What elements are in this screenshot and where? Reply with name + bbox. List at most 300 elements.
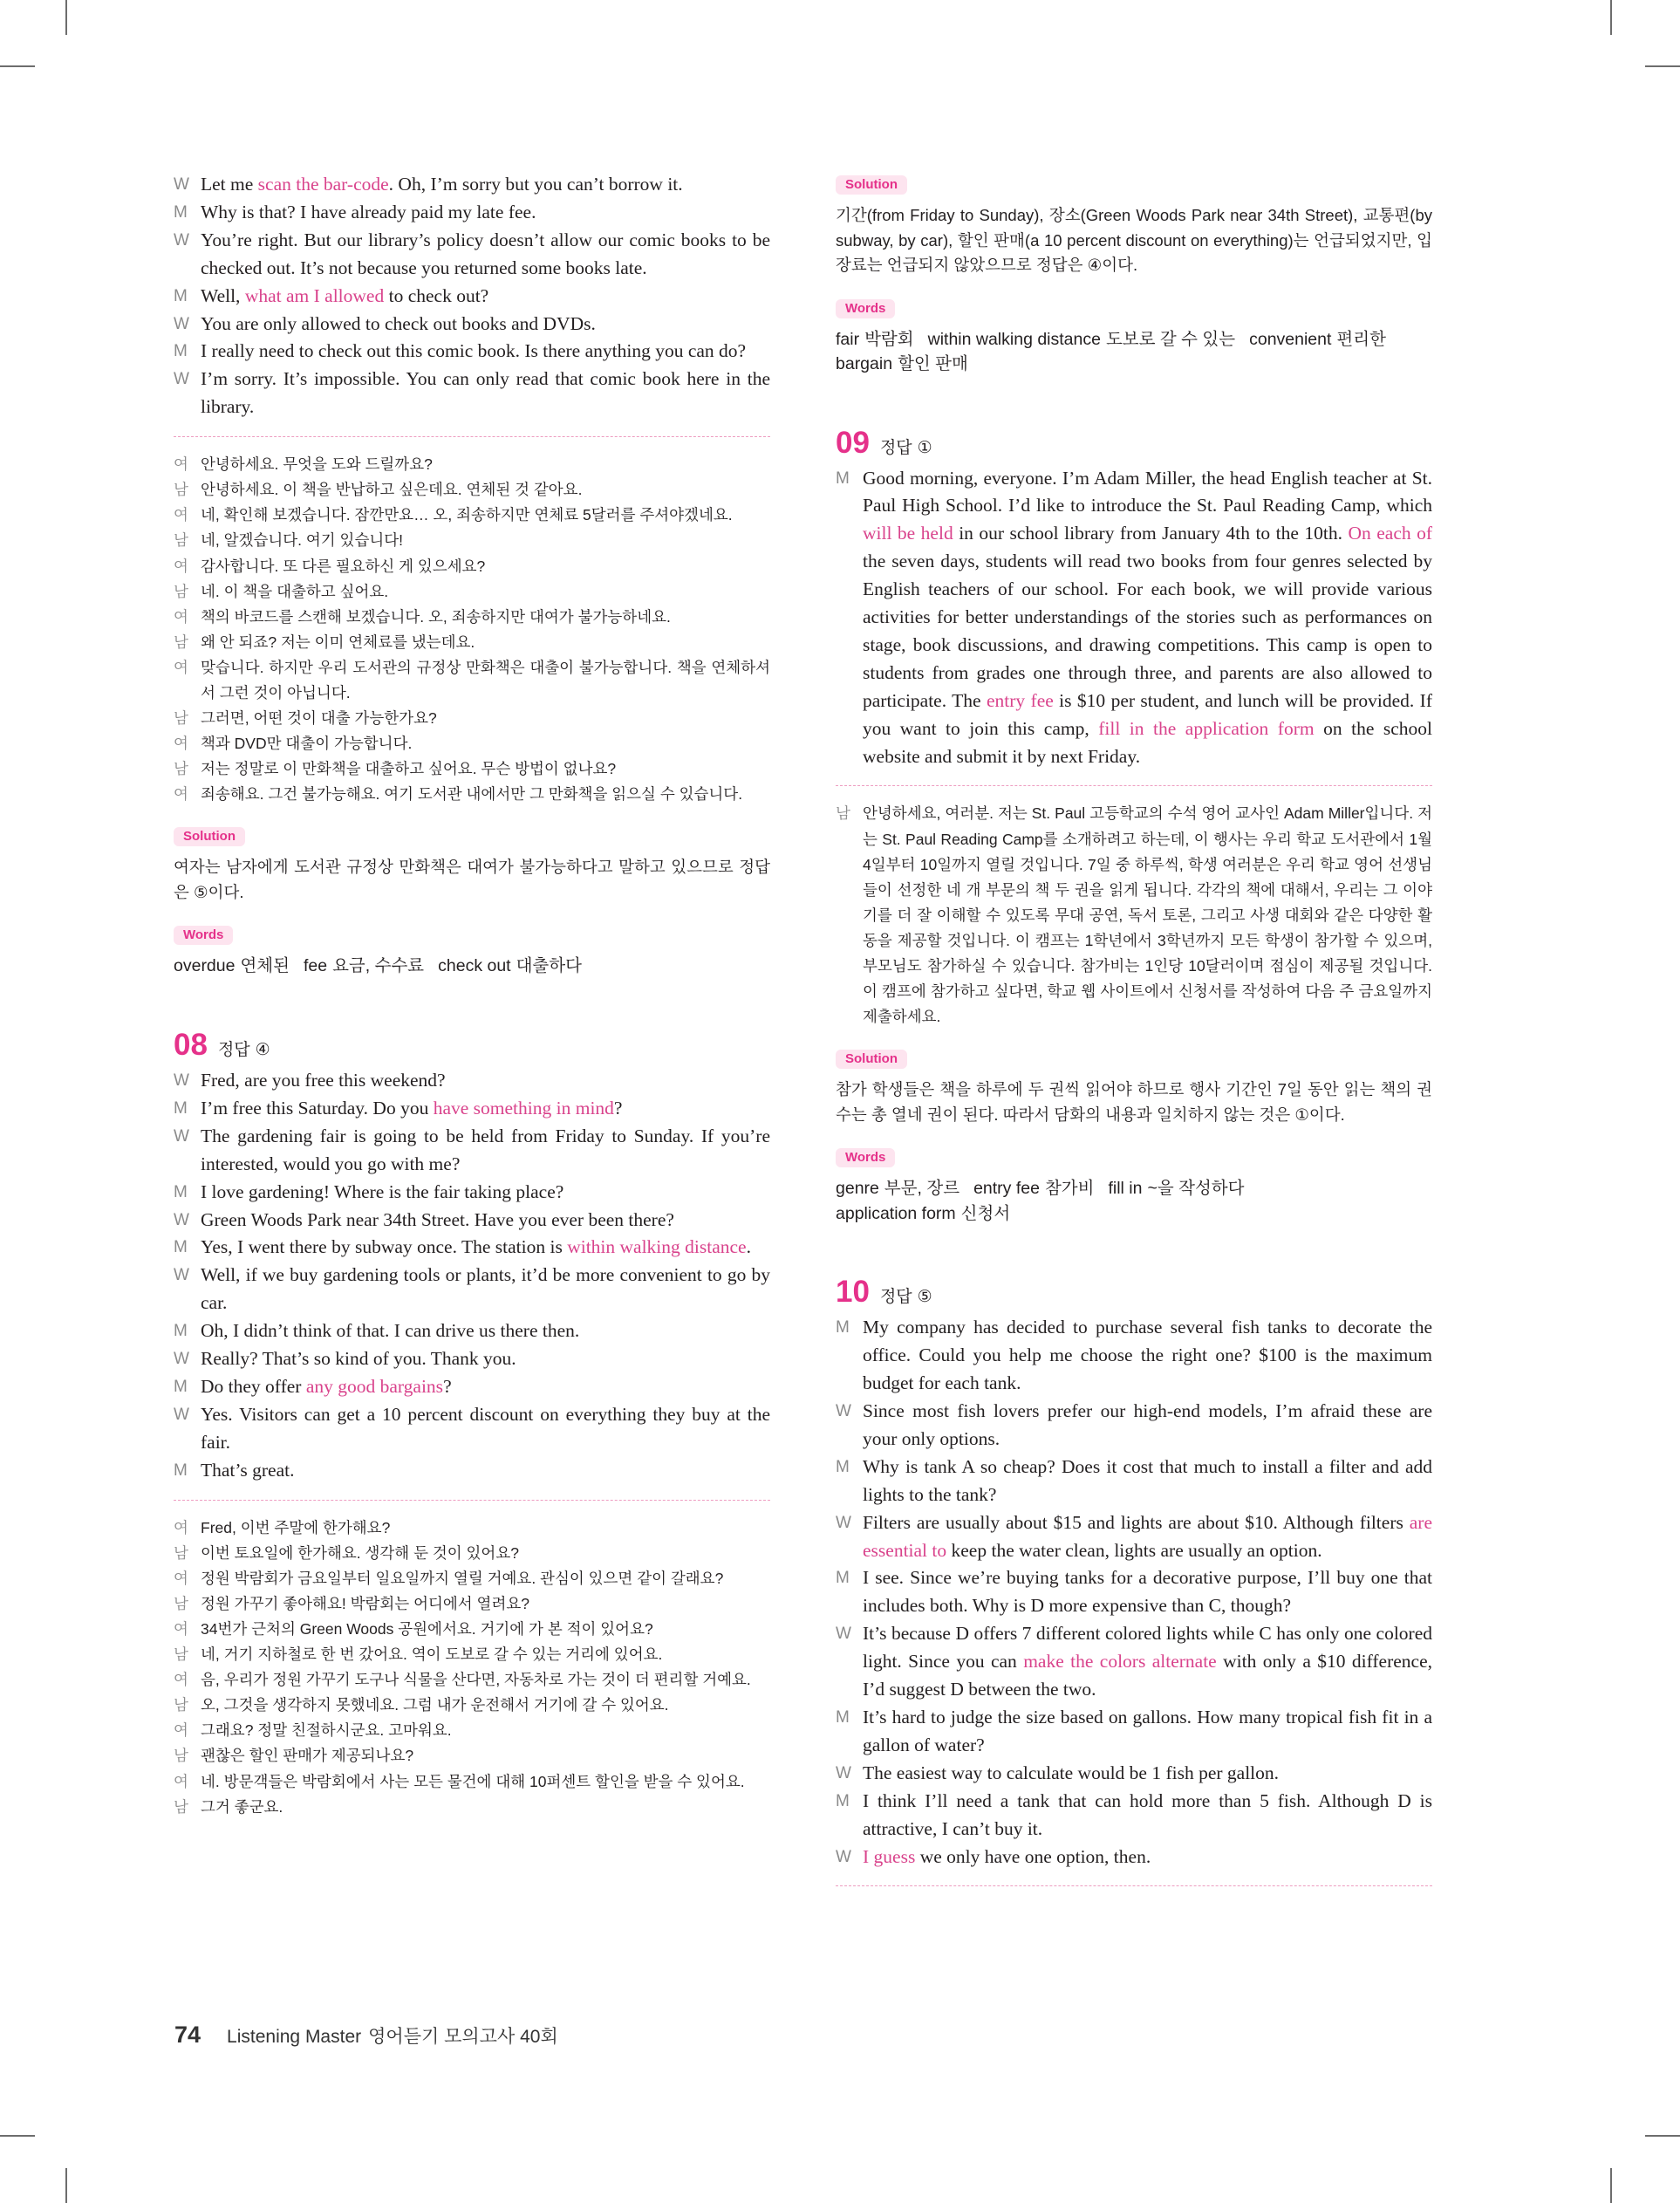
right-column bbox=[836, 175, 1432, 1901]
dialog-line bbox=[174, 1262, 770, 1317]
speaker-label: 남 bbox=[174, 1645, 188, 1664]
utterance-segment: I’m free this Saturday. Do you bbox=[201, 1097, 434, 1119]
answer-label: 정답 bbox=[879, 438, 912, 457]
key-phrase: are essential to bbox=[863, 1511, 1432, 1561]
vocab-item bbox=[304, 954, 424, 979]
speaker-label: M bbox=[174, 1461, 188, 1480]
speaker-label: M bbox=[174, 286, 188, 305]
key-phrase: any good bargains bbox=[305, 1375, 444, 1397]
dialog-line bbox=[836, 1704, 1432, 1760]
question-number: 10 bbox=[836, 1275, 870, 1310]
vocab-meaning: 참가비 bbox=[1044, 1179, 1095, 1199]
speaker-label: W bbox=[174, 1405, 189, 1424]
utterance-segment: keep the water clean, lights are usually an option. bbox=[946, 1539, 1322, 1561]
q09-translation bbox=[836, 801, 1432, 1030]
utterance-segment: That’s great. bbox=[201, 1459, 295, 1481]
utterance-text bbox=[863, 1314, 1432, 1398]
utterance-segment: Filters are usually about $15 and lights are about $10. Although filters bbox=[863, 1511, 1410, 1533]
translation-text: 그거 좋군요. bbox=[201, 1797, 283, 1816]
dialog-line bbox=[836, 1454, 1432, 1509]
speaker-label: 남 bbox=[174, 582, 188, 600]
utterance-segment: It’s hard to judge the size based on gallons. How many tropical fish fit in a gallon of water? bbox=[863, 1707, 1432, 1755]
translation-text: 네, 알겠습니다. 여기 있습니다! bbox=[201, 531, 404, 550]
translation-line bbox=[174, 1642, 770, 1667]
translation-text: 책의 바코드를 스캔해 보겠습니다. 오, 죄송하지만 대여가 불가능하네요. bbox=[201, 607, 671, 626]
translation-line bbox=[174, 782, 770, 807]
speaker-label: 여 bbox=[174, 1671, 188, 1689]
dialog-line bbox=[836, 1788, 1432, 1844]
translation-text: 맞습니다. 하지만 우리 도서관의 규정상 만화책은 대출이 불가능합니다. 책을 연체하셔서 그런 것이 아닙니다. bbox=[201, 658, 770, 701]
utterance-text bbox=[863, 1844, 1432, 1871]
utterance-text bbox=[201, 1317, 770, 1345]
q08-heading bbox=[174, 1028, 770, 1063]
translation-text: 책과 DVD만 대출이 가능합니다. bbox=[201, 735, 413, 753]
translation-line bbox=[174, 554, 770, 579]
dialog-line bbox=[174, 171, 770, 199]
translation-text: Fred, 이번 주말에 한가해요? bbox=[201, 1518, 391, 1536]
translation-line bbox=[174, 1515, 770, 1541]
translation-text: 안녕하세요. 이 책을 반납하고 싶은데요. 연체된 것 같아요. bbox=[201, 481, 583, 499]
translation-line bbox=[174, 756, 770, 782]
translation-text: 그러면, 어떤 것이 대출 가능한가요? bbox=[201, 709, 437, 728]
speaker-label: M bbox=[174, 1098, 188, 1118]
dialog-line bbox=[174, 1179, 770, 1207]
translation-text: 네. 이 책을 대출하고 싶어요. bbox=[201, 582, 389, 600]
dialog-line bbox=[174, 1345, 770, 1373]
utterance-segment: I think I’ll need a tank that can hold more than 5 fish. Although D is attractive, I can’t buy it. bbox=[863, 1789, 1432, 1839]
dialog-line bbox=[174, 1207, 770, 1235]
speaker-label: 남 bbox=[174, 709, 188, 728]
utterance-text bbox=[863, 1704, 1432, 1760]
speaker-label: W bbox=[174, 1126, 189, 1146]
speaker-label: M bbox=[174, 1182, 188, 1201]
q09-solution-header bbox=[836, 1050, 1432, 1069]
utterance-segment: Fred, are you free this weekend? bbox=[201, 1069, 446, 1091]
translation-line bbox=[174, 731, 770, 756]
speaker-label: 남 bbox=[174, 481, 188, 499]
translation-text: 네, 거기 지하철로 한 번 갔어요. 역이 도보로 갈 수 있는 거리에 있어요. bbox=[201, 1645, 663, 1664]
dialog-line bbox=[174, 283, 770, 311]
utterance-segment: Do they offer bbox=[201, 1375, 306, 1397]
q08-solution-text: 기간(from Friday to Sunday), 장소(Green Woods Park near 34th Street), 교통편(by subway, by car), 할인 판매(a 10 percent discount on everything)는 언급되었지만, 입장료는 언급되지 않았으므로 정답은 ④이다. bbox=[836, 206, 1432, 274]
speaker-label: 남 bbox=[836, 804, 850, 823]
translation-text: 이번 토요일에 한가해요. 생각해 둔 것이 있어요? bbox=[201, 1543, 519, 1562]
speaker-label: M bbox=[836, 1569, 850, 1588]
speaker-label: M bbox=[174, 1238, 188, 1257]
vocab-item bbox=[1108, 1176, 1244, 1201]
speaker-label: 여 bbox=[174, 1518, 188, 1536]
dialog-line bbox=[174, 1373, 770, 1401]
utterance-segment: Why is tank A so cheap? Does it cost that much to install a filter and add lights to the tank? bbox=[863, 1455, 1432, 1505]
translation-line bbox=[174, 452, 770, 477]
crop-mark bbox=[1610, 2168, 1612, 2203]
dialog-line bbox=[174, 338, 770, 366]
utterance-text bbox=[863, 1454, 1432, 1509]
utterance-text bbox=[201, 199, 770, 227]
speaker-label: 여 bbox=[174, 785, 188, 804]
q10-dialog bbox=[836, 1314, 1432, 1871]
q08-word-list bbox=[836, 327, 1432, 377]
speaker-label: 남 bbox=[174, 760, 188, 778]
translation-line bbox=[174, 528, 770, 553]
vocab-item bbox=[836, 1176, 960, 1201]
words-badge: Words bbox=[174, 926, 233, 945]
speaker-label: W bbox=[836, 1402, 851, 1421]
answer-mark: ① bbox=[917, 438, 932, 457]
key-phrase: have something in mind bbox=[433, 1097, 614, 1119]
utterance-text bbox=[863, 1564, 1432, 1620]
crop-mark bbox=[1645, 65, 1680, 67]
vocab-meaning: 신청서 bbox=[960, 1203, 1011, 1223]
utterance-segment: is $10 per student, and lunch will be provided. If you want to join this camp, bbox=[863, 689, 1433, 739]
speaker-label: W bbox=[836, 1763, 851, 1782]
q07-solution-text: 여자는 남자에게 도서관 규정상 만화책은 대여가 불가능하다고 말하고 있으므로 정답은 ⑤이다. bbox=[174, 858, 770, 901]
speaker-label: 여 bbox=[174, 455, 188, 474]
vocab-meaning: 할인 판매 bbox=[898, 354, 968, 373]
speaker-label: 여 bbox=[174, 1569, 188, 1587]
vocab-word: genre bbox=[836, 1179, 879, 1199]
q08-solution-header bbox=[836, 175, 1432, 195]
translation-text: 정원 박람회가 금요일부터 일요일까지 열릴 거예요. 관심이 있으면 같이 갈래요? bbox=[201, 1569, 724, 1587]
utterance-segment: the seven days, students will read two books from four genres selected by English teachers of our school. For each book, we will provide various activities for better understandings of the stories such as performances on stage, book discussions, and drawing competitions. This camp is open to students from grades one through three, and parents are also allowed to participate. The bbox=[863, 551, 1432, 711]
translation-line bbox=[174, 579, 770, 605]
utterance-text bbox=[201, 227, 770, 283]
speaker-label: 여 bbox=[174, 658, 188, 676]
q09-solution-text: 참가 학생들은 책을 하루에 두 권씩 읽어야 하므로 행사 기간인 7일 동안 읽는 책의 권수는 총 열네 권이 된다. 따라서 담화의 내용과 일치하지 않는 것은 ①이다. bbox=[836, 1080, 1432, 1124]
vocab-word: check out bbox=[438, 956, 511, 976]
utterance-text bbox=[201, 338, 770, 366]
translation-line bbox=[174, 655, 770, 706]
utterance-segment: on the school website and submit it by next Friday. bbox=[863, 717, 1433, 767]
speaker-label: W bbox=[836, 1625, 851, 1644]
utterance-segment: You are only allowed to check out books and DVDs. bbox=[201, 312, 596, 334]
dialog-line bbox=[174, 1234, 770, 1262]
utterance-segment: we only have one option, then. bbox=[915, 1845, 1151, 1867]
words-badge: Words bbox=[836, 1148, 895, 1167]
q10-heading bbox=[836, 1275, 1432, 1310]
q08-words-header bbox=[836, 299, 1432, 318]
utterance-text bbox=[201, 1179, 770, 1207]
key-phrase: I guess bbox=[863, 1845, 916, 1867]
translation-text: 안녕하세요. 무엇을 도와 드릴까요? bbox=[201, 455, 433, 474]
translation-line bbox=[174, 1591, 770, 1617]
speaker-label: 남 bbox=[174, 1543, 188, 1562]
question-number: 08 bbox=[174, 1027, 208, 1062]
utterance-segment: I’m sorry. It’s impossible. You can only read that comic book here in the library. bbox=[201, 368, 770, 418]
speaker-label: 여 bbox=[174, 735, 188, 753]
dialog-line bbox=[174, 311, 770, 339]
speaker-label: M bbox=[174, 202, 188, 222]
key-phrase: entry fee bbox=[986, 689, 1054, 711]
speaker-label: M bbox=[174, 1322, 188, 1341]
speaker-label: 여 bbox=[174, 557, 188, 575]
utterance-segment: Yes. Visitors can get a 10 percent discount on everything they buy at the fair. bbox=[201, 1403, 770, 1453]
dialog-line bbox=[836, 1620, 1432, 1704]
translation-text: 그래요? 정말 친절하시군요. 고마워요. bbox=[201, 1721, 452, 1740]
utterance-segment: Well, if we buy gardening tools or plants, it’d be more convenient to go by car. bbox=[201, 1264, 770, 1314]
q09-word-list bbox=[836, 1176, 1432, 1226]
translation-line bbox=[174, 706, 770, 731]
speaker-label: W bbox=[174, 1266, 189, 1285]
translation-line bbox=[174, 630, 770, 655]
translation-text: 죄송해요. 그건 불가능해요. 여기 도서관 내에서만 그 만화책을 읽으실 수 있습니다. bbox=[201, 785, 743, 804]
dialog-line bbox=[174, 1317, 770, 1345]
book-series-title: Listening Master bbox=[227, 2027, 362, 2047]
utterance-text bbox=[201, 1123, 770, 1179]
dashed-divider bbox=[174, 1500, 770, 1501]
vocab-item bbox=[174, 954, 290, 979]
key-phrase: On each of bbox=[1348, 523, 1432, 544]
speaker-label: W bbox=[174, 1210, 189, 1229]
translation-text: 왜 안 되죠? 저는 이미 연체료를 냈는데요. bbox=[201, 633, 475, 651]
utterance-text bbox=[863, 1509, 1432, 1565]
utterance-segment: Since most fish lovers prefer our high-end models, I’m afraid these are your only options. bbox=[863, 1400, 1432, 1449]
speaker-label: W bbox=[174, 1071, 189, 1090]
utterance-text bbox=[863, 465, 1432, 771]
q07-words-header bbox=[174, 926, 770, 945]
speaker-label: W bbox=[174, 370, 189, 389]
translation-line bbox=[174, 477, 770, 503]
crop-mark bbox=[1645, 2135, 1680, 2137]
crop-mark bbox=[65, 0, 67, 35]
utterance-segment: . Oh, I’m sorry but you can’t borrow it. bbox=[388, 174, 683, 195]
speaker-label: W bbox=[836, 1513, 851, 1532]
vocab-meaning: 편리한 bbox=[1336, 329, 1386, 349]
utterance-text bbox=[201, 1067, 770, 1095]
q08-translation bbox=[174, 1515, 770, 1820]
utterance-segment: Well, bbox=[201, 284, 245, 306]
speaker-label: 여 bbox=[174, 1619, 188, 1638]
key-phrase: will be held bbox=[863, 523, 953, 544]
speaker-label: 남 bbox=[174, 1747, 188, 1765]
vocab-item bbox=[836, 352, 968, 377]
speaker-label: M bbox=[836, 1457, 850, 1476]
vocab-item bbox=[836, 1201, 1010, 1227]
dialog-line bbox=[174, 1067, 770, 1095]
solution-badge: Solution bbox=[836, 1050, 907, 1069]
utterance-segment: Really? That’s so kind of you. Thank you. bbox=[201, 1348, 516, 1370]
q09-dialog bbox=[836, 465, 1432, 771]
translation-text: 음, 우리가 정원 가꾸기 도구나 식물을 산다면, 자동차로 가는 것이 더 편리할 거예요. bbox=[201, 1671, 751, 1689]
translation-text: 네, 확인해 보겠습니다. 잠깐만요… 오, 죄송하지만 연체료 5달러를 주셔야겠네요. bbox=[201, 506, 733, 524]
speaker-label: M bbox=[836, 1318, 850, 1338]
utterance-segment: Oh, I didn’t think of that. I can drive us there then. bbox=[201, 1320, 580, 1342]
key-phrase: scan the bar-code bbox=[257, 174, 389, 195]
utterance-segment: I really need to check out this comic book. Is there anything you can do? bbox=[201, 340, 747, 362]
utterance-segment: The easiest way to calculate would be 1 fish per gallon. bbox=[863, 1762, 1280, 1783]
speaker-label: M bbox=[836, 1708, 850, 1727]
speaker-label: M bbox=[836, 1791, 850, 1810]
speaker-label: W bbox=[174, 175, 189, 194]
vocab-word: entry fee bbox=[973, 1179, 1040, 1199]
vocab-meaning: ~을 작성하다 bbox=[1147, 1179, 1245, 1199]
answer-label: 정답 bbox=[217, 1040, 250, 1059]
solution-badge: Solution bbox=[174, 827, 245, 846]
words-badge: Words bbox=[836, 299, 895, 318]
speaker-label: M bbox=[836, 469, 850, 488]
utterance-text bbox=[201, 283, 770, 311]
utterance-segment: I see. Since we’re buying tanks for a decorative purpose, I’ll buy one that includes both. Why is D more expensive than C, though? bbox=[863, 1567, 1432, 1617]
translation-line bbox=[174, 605, 770, 630]
utterance-segment: Good morning, everyone. I’m Adam Miller, the head English teacher at St. Paul High School. I’d like to introduce the St. Paul Reading Camp, which bbox=[863, 467, 1432, 517]
q09-heading bbox=[836, 426, 1432, 461]
q07-translation bbox=[174, 452, 770, 807]
translation-line bbox=[174, 1718, 770, 1743]
utterance-text bbox=[201, 1373, 770, 1401]
q09-words-header bbox=[836, 1148, 1432, 1167]
dialog-line bbox=[174, 1401, 770, 1457]
utterance-text bbox=[201, 1207, 770, 1235]
utterance-segment: ? bbox=[613, 1097, 623, 1119]
vocab-word: convenient bbox=[1249, 329, 1332, 349]
key-phrase: make the colors alternate bbox=[1023, 1651, 1217, 1673]
utterance-text bbox=[201, 1234, 770, 1262]
speaker-label: 여 bbox=[174, 1721, 188, 1740]
translation-text: 안녕하세요, 여러분. 저는 St. Paul 고등학교의 수석 영어 교사인 Adam Miller입니다. 저는 St. Paul Reading Camp를 소개하려고 하는데, 이 행사는 우리 학교 도서관에서 1월 4일부터 10일까지 열릴 것입니다. 7일 중 하루씩, 학생 여러분은 우리 학교 영어 선생님들이 선정한 네 개 부문의 책 두 권을 읽게 됩니다. 각각의 책에 대해서, 우리는 그 이야기를 더 잘 이해할 수 있도록 무대 공연, 독서 토론, 그리고 사생 대회와 같은 다양한 활동을 제공할 것입니다. 이 캠프는 1학년에서 3학년까지 모든 학생이 참가할 수 있으며, 부모님도 참가하실 수 있습니다. 참가비는 1인당 10달러이며 점심이 제공될 것입니다. 이 캠프에 참가하고 싶다면, 학교 웹 사이트에서 신청서를 작성하여 다음 주 금요일까지 제출하세요. bbox=[863, 804, 1432, 1026]
page-number: 74 bbox=[174, 2022, 201, 2048]
dialog-line bbox=[174, 227, 770, 283]
speaker-label: M bbox=[174, 342, 188, 361]
dialog-line bbox=[836, 1314, 1432, 1398]
utterance-segment: Yes, I went there by subway once. The station is bbox=[201, 1236, 568, 1258]
speaker-label: 남 bbox=[174, 531, 188, 550]
dialog-line bbox=[174, 366, 770, 421]
vocab-meaning: 연체된 bbox=[240, 956, 290, 976]
dashed-divider bbox=[174, 436, 770, 437]
q08-dialog bbox=[174, 1067, 770, 1485]
vocab-item bbox=[438, 954, 582, 979]
vocab-item bbox=[836, 327, 914, 352]
dialog-line bbox=[836, 1844, 1432, 1871]
key-phrase: what am I allowed bbox=[244, 284, 385, 306]
utterance-text bbox=[201, 1095, 770, 1123]
translation-line bbox=[174, 1769, 770, 1795]
translation-text: 네. 방문객들은 박람회에서 사는 모든 물건에 대해 10퍼센트 할인을 받을 수 있어요. bbox=[201, 1772, 745, 1790]
q07-dialog bbox=[174, 171, 770, 421]
solution-badge: Solution bbox=[836, 175, 907, 195]
crop-mark bbox=[0, 65, 35, 67]
speaker-label: 남 bbox=[174, 1696, 188, 1714]
translation-line bbox=[174, 1541, 770, 1566]
translation-line bbox=[174, 503, 770, 528]
vocab-word: bargain bbox=[836, 354, 893, 373]
speaker-label: 여 bbox=[174, 607, 188, 626]
translation-line bbox=[174, 1566, 770, 1591]
speaker-label: 여 bbox=[174, 1772, 188, 1790]
dialog-line bbox=[836, 1564, 1432, 1620]
vocab-word: within walking distance bbox=[927, 329, 1101, 349]
speaker-label: 남 bbox=[174, 633, 188, 651]
translation-text: 34번가 근처의 Green Woods 공원에서요. 거기에 가 본 적이 있어요? bbox=[201, 1619, 653, 1638]
utterance-text bbox=[201, 366, 770, 421]
answer-mark: ⑤ bbox=[917, 1288, 932, 1307]
vocab-meaning: 부문, 장르 bbox=[884, 1179, 960, 1199]
speaker-label: 남 bbox=[174, 1797, 188, 1816]
translation-text: 오, 그것을 생각하지 못했네요. 그럼 내가 운전해서 거기에 갈 수 있어요. bbox=[201, 1696, 669, 1714]
vocab-meaning: 박람회 bbox=[864, 329, 914, 349]
speaker-label: W bbox=[836, 1847, 851, 1866]
translation-line bbox=[174, 1617, 770, 1642]
translation-line bbox=[174, 1743, 770, 1769]
utterance-segment: It’s because D offers 7 different colored lights while C has only one colored light. Since you can bbox=[863, 1623, 1432, 1673]
vocab-item bbox=[928, 327, 1235, 352]
dialog-line bbox=[836, 1760, 1432, 1788]
translation-line bbox=[174, 1795, 770, 1820]
utterance-segment: My company has decided to purchase several fish tanks to decorate the office. Could you help me choose the right one? $100 is the maximum budget for each tank. bbox=[863, 1317, 1432, 1394]
utterance-text bbox=[201, 1345, 770, 1373]
dialog-line bbox=[174, 199, 770, 227]
key-phrase: fill in the application form bbox=[1098, 717, 1315, 739]
question-number: 09 bbox=[836, 425, 870, 460]
q07-word-list bbox=[174, 954, 770, 979]
dialog-line bbox=[174, 1457, 770, 1485]
utterance-text bbox=[201, 1401, 770, 1457]
utterance-segment: with only a $10 difference, I’d suggest D between the two. bbox=[863, 1651, 1432, 1700]
speaker-label: W bbox=[174, 314, 189, 333]
utterance-segment: The gardening fair is going to be held from Friday to Sunday. If you’re interested, would you go with me? bbox=[201, 1125, 770, 1174]
utterance-text bbox=[201, 1262, 770, 1317]
utterance-segment: Let me bbox=[201, 174, 258, 195]
utterance-segment: You’re right. But our library’s policy doesn’t allow our comic books to be checked out. It’s not because you returned some books late. bbox=[201, 229, 770, 278]
speaker-label: 여 bbox=[174, 506, 188, 524]
utterance-text bbox=[863, 1788, 1432, 1844]
vocab-meaning: 대출하다 bbox=[516, 956, 582, 976]
speaker-label: W bbox=[174, 230, 189, 250]
translation-text: 괜찮은 할인 판매가 제공되나요? bbox=[201, 1747, 414, 1765]
utterance-text bbox=[201, 171, 770, 199]
utterance-segment: I love gardening! Where is the fair taking place? bbox=[201, 1180, 564, 1202]
crop-mark bbox=[65, 2168, 67, 2203]
utterance-text bbox=[863, 1398, 1432, 1454]
crop-mark bbox=[1610, 0, 1612, 35]
speaker-label: M bbox=[174, 1377, 188, 1396]
speaker-label: W bbox=[174, 1350, 189, 1369]
answer-mark: ④ bbox=[255, 1040, 270, 1059]
dialog-line bbox=[836, 465, 1432, 771]
dialog-line bbox=[836, 1398, 1432, 1454]
translation-text: 정원 가꾸기 좋아해요! 박람회는 어디에서 열려요? bbox=[201, 1594, 530, 1612]
utterance-text bbox=[201, 311, 770, 339]
utterance-text bbox=[863, 1620, 1432, 1704]
utterance-segment: in our school library from January 4th to the 10th. bbox=[953, 523, 1349, 544]
utterance-text bbox=[201, 1457, 770, 1485]
utterance-segment: ? bbox=[443, 1375, 452, 1397]
dialog-line bbox=[174, 1095, 770, 1123]
vocab-item bbox=[973, 1176, 1094, 1201]
utterance-segment: Why is that? I have already paid my late fee. bbox=[201, 201, 536, 222]
vocab-word: fair bbox=[836, 329, 860, 349]
translation-line bbox=[174, 1693, 770, 1718]
utterance-segment: to check out? bbox=[384, 284, 489, 306]
crop-mark bbox=[0, 2135, 35, 2137]
vocab-meaning: 도보로 갈 수 있는 bbox=[1105, 329, 1236, 349]
dashed-divider bbox=[836, 785, 1432, 786]
utterance-segment: . bbox=[746, 1236, 751, 1258]
vocab-meaning: 요금, 수수료 bbox=[332, 956, 425, 976]
q07-solution-header bbox=[174, 827, 770, 846]
answer-label: 정답 bbox=[879, 1288, 912, 1307]
speaker-label: 남 bbox=[174, 1594, 188, 1612]
translation-text: 감사합니다. 또 다른 필요하신 게 있으세요? bbox=[201, 557, 486, 575]
translation-line bbox=[174, 1667, 770, 1693]
utterance-text bbox=[863, 1760, 1432, 1788]
vocab-item bbox=[1249, 327, 1386, 352]
left-column bbox=[174, 171, 770, 1820]
vocab-word: fee bbox=[303, 956, 328, 976]
dialog-line bbox=[174, 1123, 770, 1179]
book-subtitle: 영어듣기 모의고사 40회 bbox=[368, 2027, 558, 2047]
translation-text: 저는 정말로 이 만화책을 대출하고 싶어요. 무슨 방법이 없나요? bbox=[201, 760, 617, 778]
